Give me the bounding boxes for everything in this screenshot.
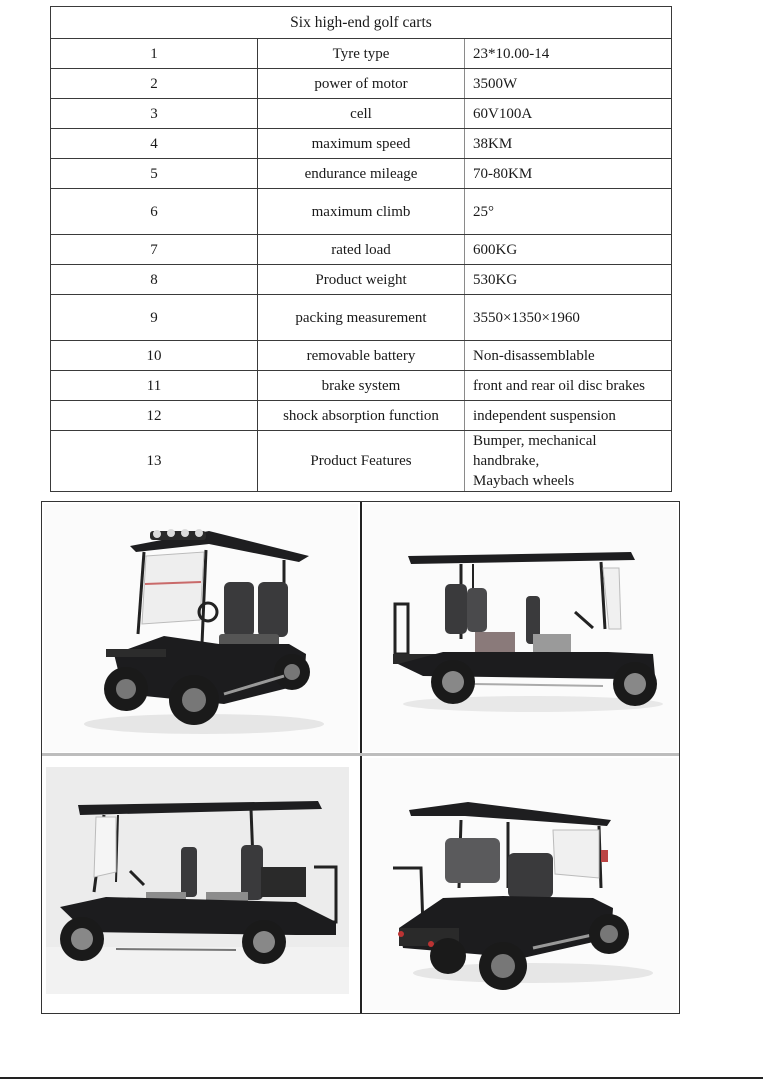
row-item: Product Features bbox=[258, 431, 465, 492]
row-item: maximum climb bbox=[258, 189, 465, 235]
row-item: rated load bbox=[258, 235, 465, 265]
row-number: 11 bbox=[51, 371, 258, 401]
table-row bbox=[51, 401, 672, 431]
row-number: 3 bbox=[51, 99, 258, 129]
spec-table bbox=[50, 6, 672, 492]
table-row bbox=[51, 371, 672, 401]
row-value: 3500W bbox=[465, 69, 672, 99]
page-bottom-rule bbox=[0, 1077, 763, 1079]
row-item: Product weight bbox=[258, 265, 465, 295]
row-value: 3550×1350×1960 bbox=[465, 295, 672, 341]
row-item: brake system bbox=[258, 371, 465, 401]
table-row bbox=[51, 189, 672, 235]
row-number: 2 bbox=[51, 69, 258, 99]
golf-cart-side-icon bbox=[46, 767, 349, 994]
row-value: Non-disassemblable bbox=[465, 341, 672, 371]
row-item: power of motor bbox=[258, 69, 465, 99]
golf-cart-photo-side-right bbox=[46, 767, 349, 994]
row-item: Tyre type bbox=[258, 39, 465, 69]
row-number: 4 bbox=[51, 129, 258, 159]
grid-divider-horizontal bbox=[42, 753, 679, 756]
table-row bbox=[51, 129, 672, 159]
row-number: 6 bbox=[51, 189, 258, 235]
row-item: cell bbox=[258, 99, 465, 129]
row-item: shock absorption function bbox=[258, 401, 465, 431]
golf-cart-side-icon bbox=[363, 504, 677, 752]
golf-cart-photo-rear bbox=[363, 758, 677, 1010]
table-row bbox=[51, 39, 672, 69]
row-value: front and rear oil disc brakes bbox=[465, 371, 672, 401]
golf-cart-photo-side-left bbox=[363, 504, 677, 752]
golf-cart-photo-front bbox=[44, 504, 358, 752]
golf-cart-front-icon bbox=[44, 504, 358, 752]
grid-divider-vertical bbox=[360, 502, 362, 1013]
row-value bbox=[465, 431, 672, 492]
row-item: maximum speed bbox=[258, 129, 465, 159]
table-row bbox=[51, 265, 672, 295]
row-number: 8 bbox=[51, 265, 258, 295]
row-value-line: Maybach wheels bbox=[473, 473, 575, 489]
row-item: removable battery bbox=[258, 341, 465, 371]
photo-grid bbox=[41, 501, 680, 1014]
row-number: 10 bbox=[51, 341, 258, 371]
row-value: 600KG bbox=[465, 235, 672, 265]
table-row bbox=[51, 235, 672, 265]
table-row bbox=[51, 99, 672, 129]
table-row bbox=[51, 431, 672, 492]
table-row bbox=[51, 341, 672, 371]
golf-cart-rear-icon bbox=[363, 758, 677, 1010]
row-value: 23*10.00-14 bbox=[465, 39, 672, 69]
row-number: 1 bbox=[51, 39, 258, 69]
row-value: 70-80KM bbox=[465, 159, 672, 189]
row-number: 9 bbox=[51, 295, 258, 341]
row-value: independent suspension bbox=[465, 401, 672, 431]
table-row bbox=[51, 69, 672, 99]
row-number: 13 bbox=[51, 431, 258, 492]
row-value: 38KM bbox=[465, 129, 672, 159]
table-row bbox=[51, 295, 672, 341]
row-number: 5 bbox=[51, 159, 258, 189]
row-value: 60V100A bbox=[465, 99, 672, 129]
row-value: 25° bbox=[465, 189, 672, 235]
row-value: 530KG bbox=[465, 265, 672, 295]
row-value-line: Bumper, mechanical handbrake, bbox=[473, 433, 597, 469]
table-row bbox=[51, 159, 672, 189]
row-item: endurance mileage bbox=[258, 159, 465, 189]
row-number: 7 bbox=[51, 235, 258, 265]
row-number: 12 bbox=[51, 401, 258, 431]
row-item: packing measurement bbox=[258, 295, 465, 341]
table-title: Six high-end golf carts bbox=[51, 7, 672, 39]
